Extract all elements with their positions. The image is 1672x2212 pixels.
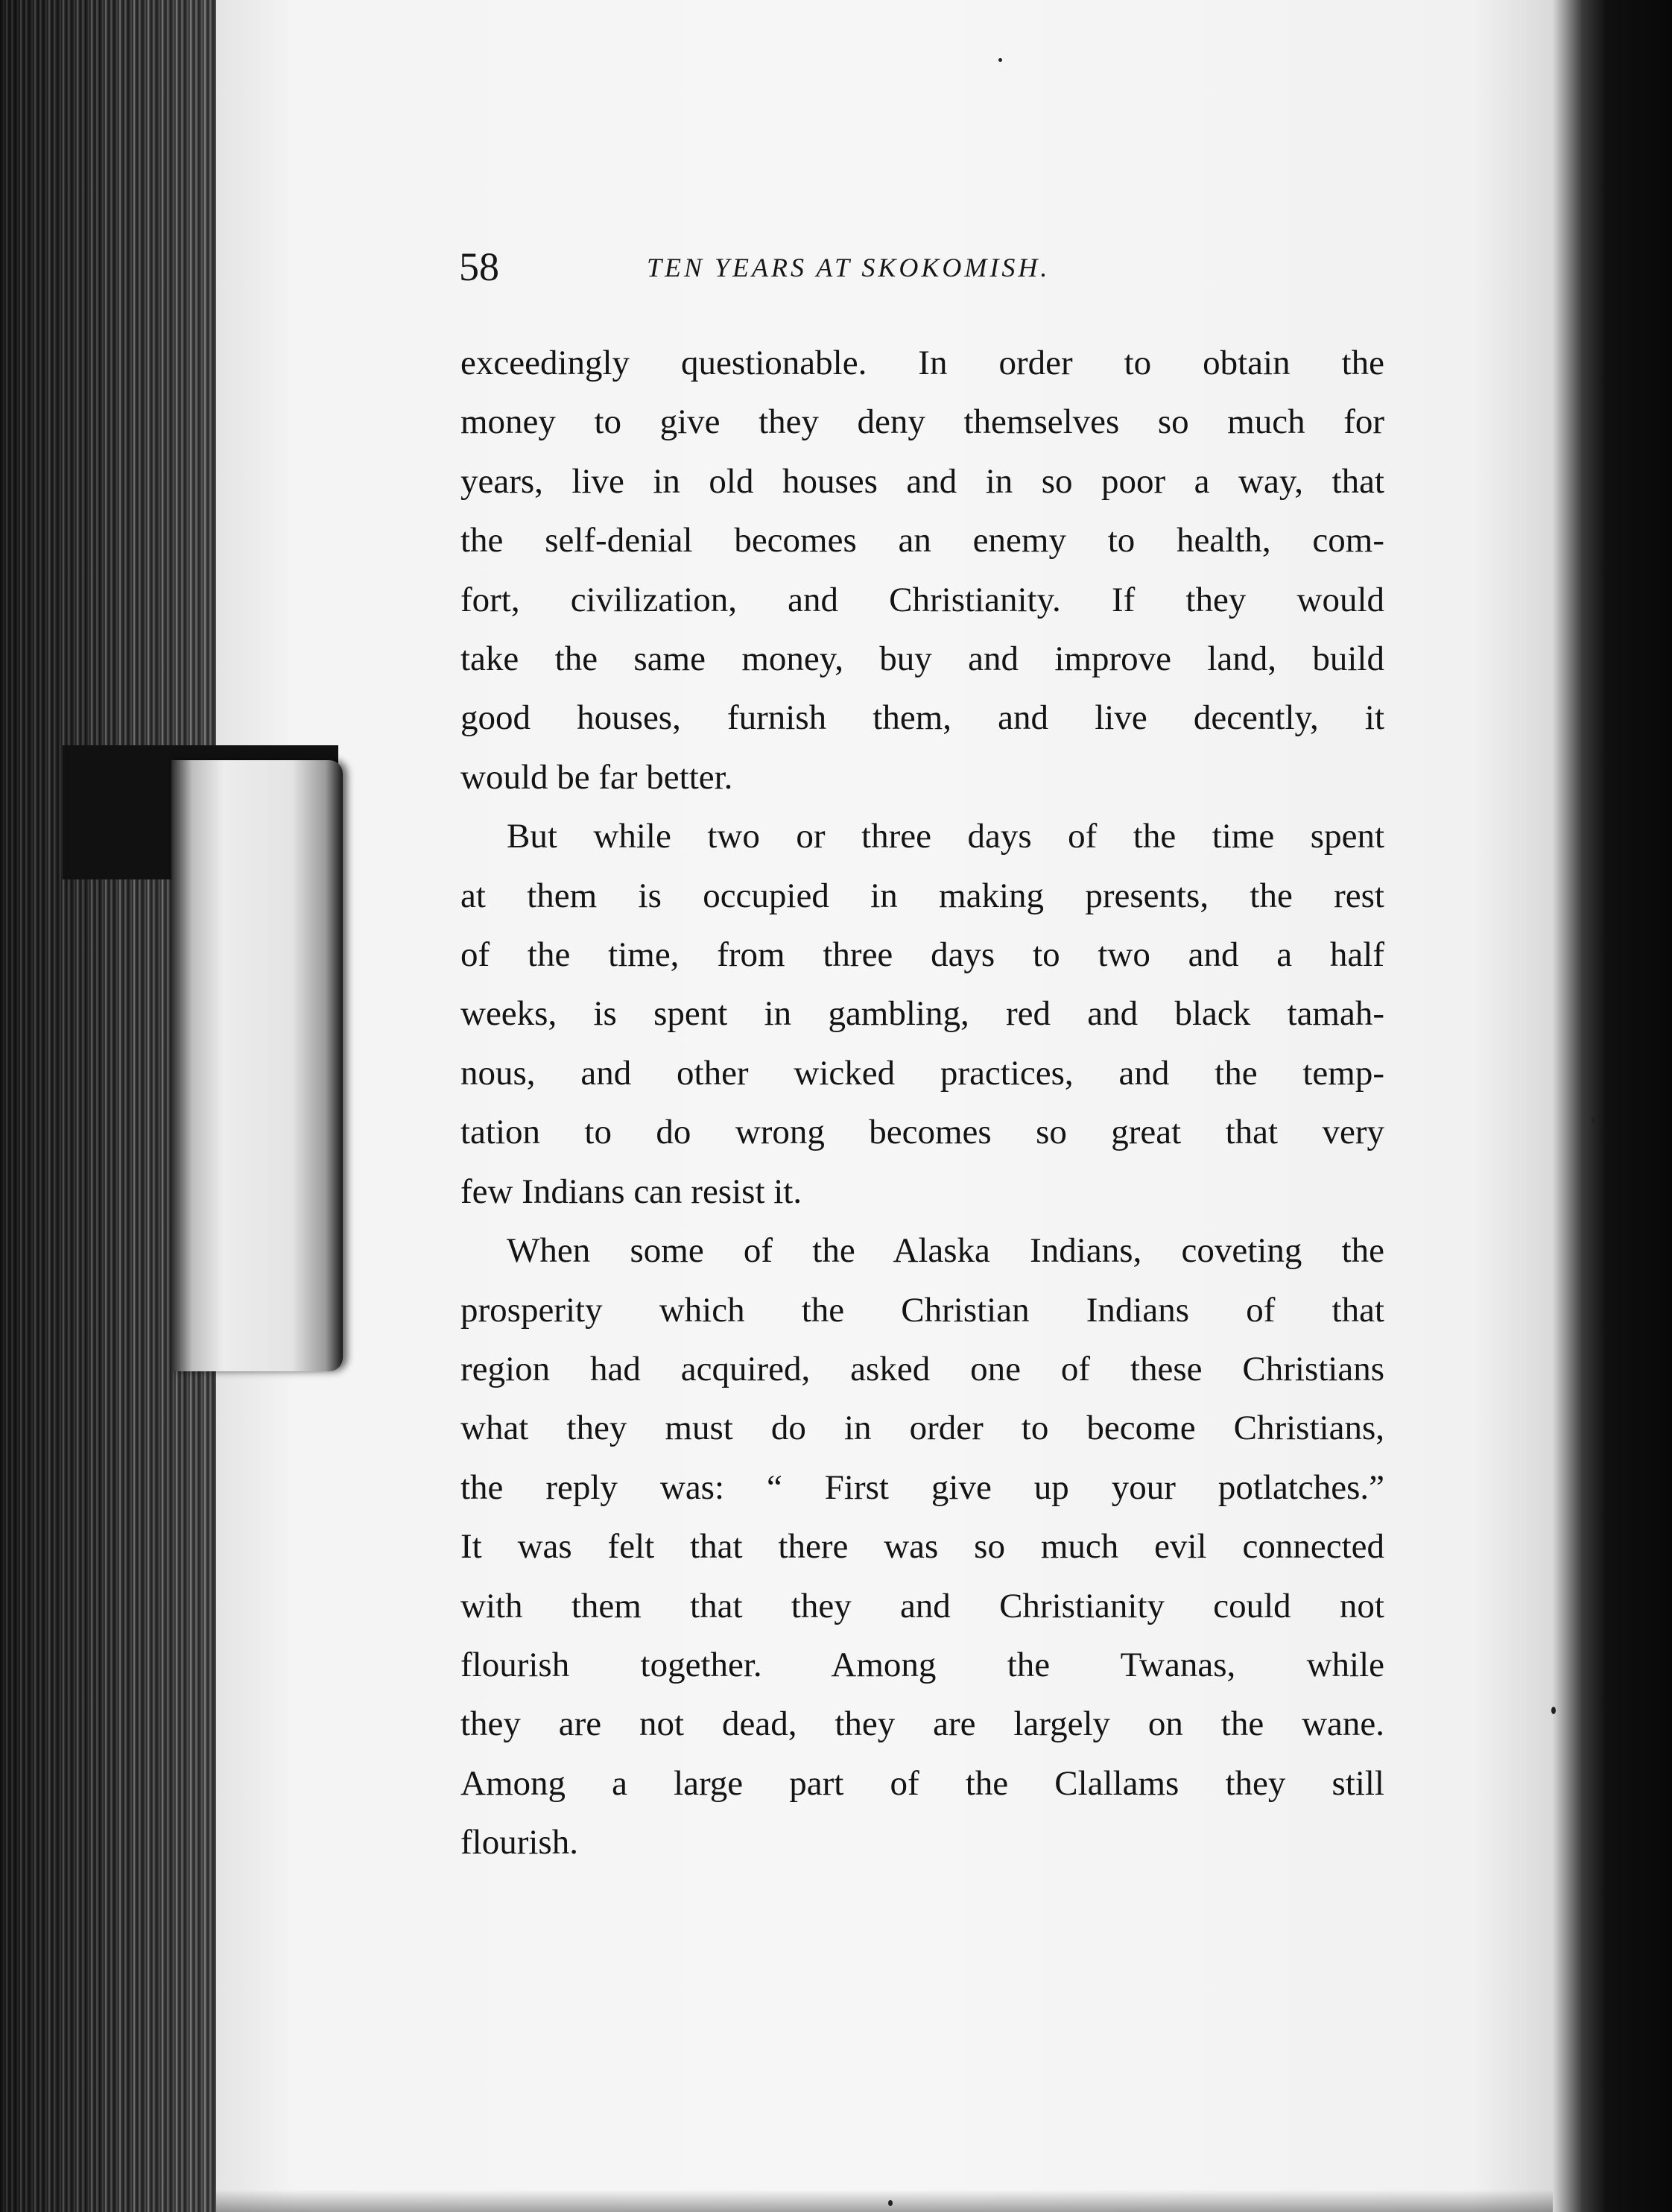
text-line: with them that they and Christianity could not: [460, 1586, 1384, 1625]
text-line: money to give they deny themselves so much for: [460, 402, 1384, 442]
running-title: TEN YEARS AT SKOKOMISH.: [647, 253, 1051, 282]
text-line: the self-denial becomes an enemy to health, com-: [460, 521, 1384, 560]
running-head: [459, 237, 1383, 297]
scan-speck: [888, 2200, 893, 2206]
text-line: at them is occupied in making presents, the rest: [460, 876, 1384, 915]
text-line: nous, and other wicked practices, and the temp-: [460, 1053, 1384, 1093]
text-line: It was felt that there was so much evil connected: [460, 1527, 1384, 1567]
body-text: [460, 334, 1384, 1873]
text-line: But while two or three days of the time spent: [507, 817, 1384, 856]
paragraph: [460, 334, 1384, 807]
text-line: would be far better.: [460, 757, 733, 797]
text-line: fort, civilization, and Christianity. If they would: [460, 580, 1384, 619]
page-clip: [171, 760, 343, 1371]
text-line: Among a large part of the Clallams they still: [460, 1763, 1384, 1803]
text-line: prosperity which the Christian Indians of that: [460, 1290, 1384, 1330]
scan-speck: [998, 58, 1002, 62]
text-line: what they must do in order to become Christians,: [460, 1409, 1384, 1448]
text-line: tation to do wrong becomes so great that very: [460, 1113, 1384, 1152]
text-line: the reply was: “ First give up your potlatches.”: [460, 1467, 1384, 1507]
text-line: flourish.: [460, 1823, 578, 1862]
text-line: of the time, from three days to two and a half: [460, 935, 1384, 975]
text-line: weeks, is spent in gambling, red and black tamah-: [460, 994, 1384, 1034]
text-line: years, live in old houses and in so poor a way, that: [460, 461, 1384, 501]
text-line: few Indians can resist it.: [460, 1172, 802, 1211]
page-number: 58: [459, 244, 499, 289]
paragraph: [460, 807, 1384, 1222]
text-line: region had acquired, asked one of these Christians: [460, 1349, 1384, 1388]
right-page-edge: [1553, 0, 1672, 2212]
scan-speck: [1551, 1707, 1556, 1714]
scan-speck: [1592, 1116, 1597, 1123]
text-line: good houses, furnish them, and live decently, it: [460, 698, 1384, 738]
text-line: flourish together. Among the Twanas, while: [460, 1645, 1384, 1684]
text-line: they are not dead, they are largely on the wane.: [460, 1704, 1384, 1744]
text-line: When some of the Alaska Indians, coveting the: [507, 1231, 1384, 1271]
paragraph: [460, 1222, 1384, 1872]
bottom-shadow: [216, 2190, 1553, 2212]
text-line: exceedingly questionable. In order to obtain the: [460, 344, 1384, 382]
text-line: take the same money, buy and improve land, build: [460, 639, 1384, 679]
